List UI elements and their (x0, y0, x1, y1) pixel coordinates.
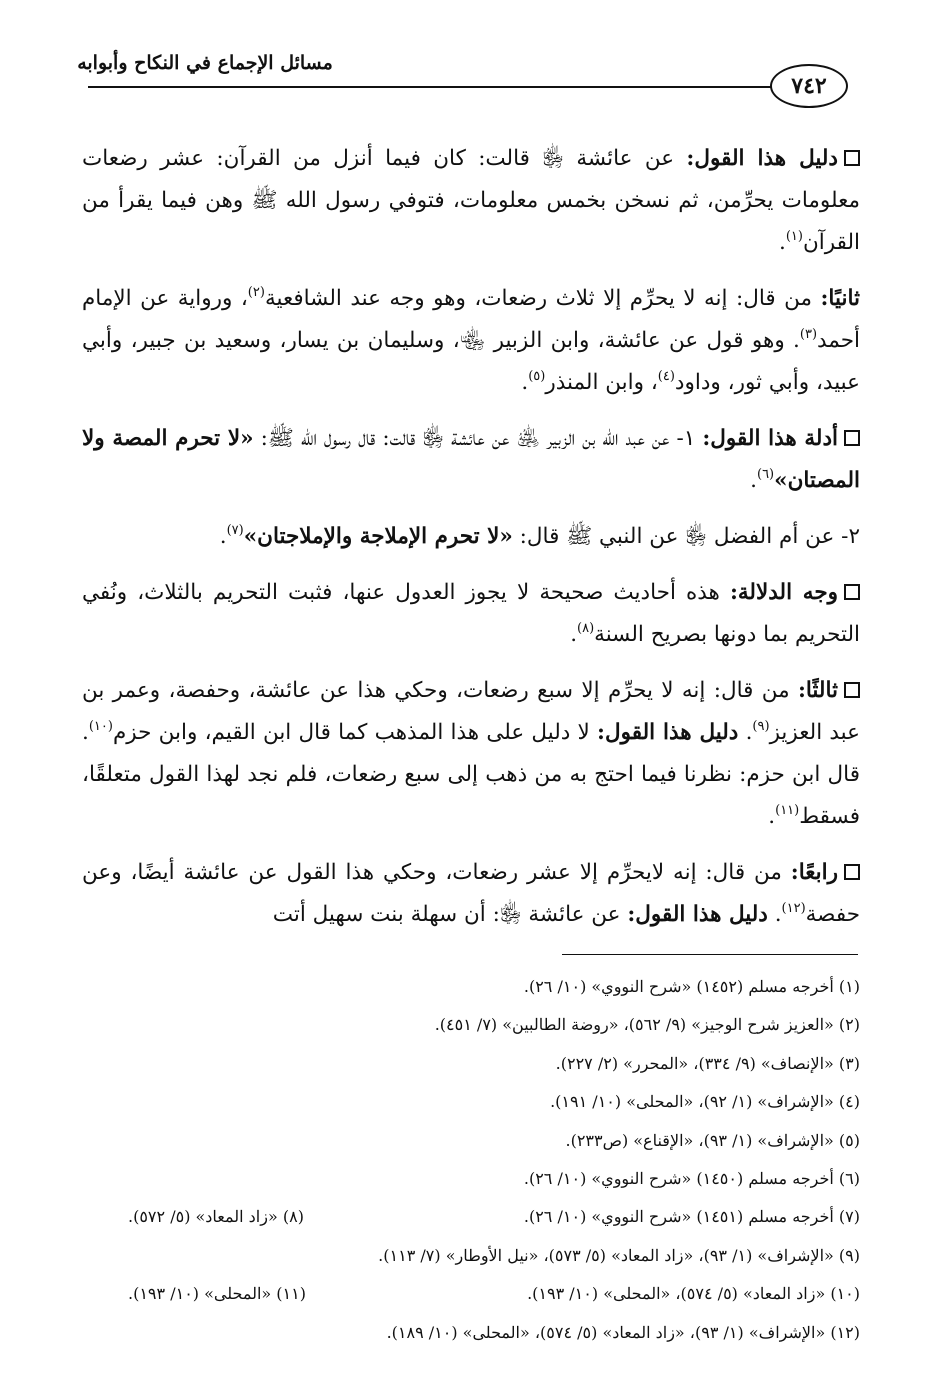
bold-text: «لا تحرم الإملاجة والإملاجتان» (243, 524, 513, 549)
header-rule (88, 86, 774, 88)
text-segment: من قال: إنه لا يحرِّم إلا ثلاث رضعات، وهو وجه عند الشافعية (264, 286, 821, 311)
text-segment: . (521, 370, 529, 395)
text-segment: . قال ابن حزم: نظرنا فيما احتج به من ذهب إلى سبع رضعات، فلم نجد لهذا القول متعلقًا، فسقط (82, 720, 860, 829)
square-bullet-icon (844, 430, 860, 446)
footnote-line (100, 1198, 860, 1236)
square-bullet-icon (844, 864, 860, 880)
footnote-line (100, 1045, 860, 1083)
text-segment: ١- عن عبد الله بن الزبير ﵁ عن عائشة ﵂ قالت: قال رسول الله ﷺ: (253, 426, 703, 451)
bold-text: أدلة هذا القول: (702, 426, 839, 451)
footnote-text: (١) أخرجه مسلم (١٤٥٢) «شرح النووي» (١٠/ ٢٦). (523, 977, 860, 996)
bold-text: ثانيًا: (820, 286, 860, 311)
bold-text: دليل هذا القول: (597, 720, 739, 745)
footnote-ref: (٢) (247, 285, 265, 300)
footnote-ref: (٩) (752, 719, 770, 734)
footnote-line (100, 1160, 860, 1198)
paragraph (82, 278, 860, 404)
footnote-text: (١٠) «زاد المعاد» (٥/ ٥٧٤)، «المحلى» (١٠/ ١٩٣). (527, 1284, 860, 1304)
footnote-text: (٢) «العزيز شرح الوجيز» (٩/ ٥٦٢)، «روضة الطالبين» (٧/ ٤٥١). (434, 1015, 860, 1035)
footnote-ref: (٧) (226, 523, 244, 538)
footnote-line (100, 968, 860, 1006)
footnote-ref: (١) (785, 229, 803, 244)
paragraph (82, 418, 860, 502)
footnote-ref: (٣) (799, 327, 818, 342)
text-segment: هذه أحاديث صحيحة لا يجوز العدول عنها، فثبت التحريم بالثلاث، ونُفي التحريم بما دونها بصريح السنة (82, 580, 860, 647)
footnote-text: (٥) «الإشراف» (١/ ٩٣)، «الإقناع» (ص٢٣٣). (565, 1130, 860, 1150)
bold-text: رابعًا: (790, 860, 838, 885)
text-segment: . (750, 468, 757, 493)
text-segment: . (768, 804, 776, 829)
paragraph (82, 516, 860, 558)
footnote-ref: (١٠) (88, 719, 113, 734)
footnote-line (100, 1237, 860, 1275)
text-segment: لا دليل على هذا المذهب كما قال ابن القيم، وابن حزم (112, 720, 598, 745)
text-segment: عن عائشة ﵂: أن سهلة بنت سهيل أتت (272, 902, 628, 927)
footnote-ref: (١٢) (781, 901, 806, 916)
paragraph (82, 138, 860, 264)
square-bullet-icon (844, 150, 860, 166)
bold-text: دليل هذا القول: (686, 146, 839, 171)
text-segment: . (778, 230, 786, 255)
footnotes (100, 968, 860, 1352)
text-segment: . (570, 622, 578, 647)
square-bullet-icon (844, 682, 860, 698)
bold-text: دليل هذا القول: (627, 902, 768, 927)
footnote-text: (١٢) «الإشراف» (١/ ٩٣)، «زاد المعاد» (٥/ ٥٧٤)، «المحلى» (١٠/ ١٨٩). (386, 1322, 860, 1342)
footnote-text: (٨) «زاد المعاد» (٥/ ٥٧٢). (128, 1207, 304, 1227)
text-segment: من قال: إنه لا يحرِّم إلا سبع رضعات، وحكي هذا عن عائشة، وحفصة، وعمر بن عبد العزيز (82, 678, 860, 745)
footnote-ref: (٨) (577, 621, 595, 636)
paragraph (82, 670, 860, 838)
text-segment: . (738, 720, 753, 745)
footnote-ref: (٤) (657, 369, 675, 384)
footnote-text: (١١) «المحلى» (١٠/ ١٩٣). (128, 1284, 306, 1304)
footnote-ref: (٥) (528, 369, 546, 384)
text-segment: . (767, 902, 782, 927)
text-segment: ، وابن المنذر (545, 370, 658, 395)
footnote-line (100, 1083, 860, 1121)
bold-text: ثالثًا: (797, 678, 838, 703)
footnote-separator (562, 954, 858, 955)
footnote-text: (٩) «الإشراف» (١/ ٩٣)، «زاد المعاد» (٥/ ٥٧٣)، «نيل الأوطار» (٧/ ١١٣). (378, 1245, 860, 1265)
text-segment: عن عائشة ﵂ قالت: كان فيما أنزل من القرآن: عشر رضعات معلومات يحرِّمن، ثم نسخن بخمس معلومات، فتوفي رسول الله ﷺ وهن فيما يقرأ من القرآن (82, 146, 860, 255)
footnote-line (100, 1314, 860, 1352)
text-segment: . (219, 524, 227, 549)
text-segment: من قال: إنه لايحرِّم إلا عشر رضعات، وحكي هذا القول عن عائشة أيضًا، وعن حفصة (82, 860, 860, 927)
footnote-text: (٦) أخرجه مسلم (١٤٥٠) «شرح النووي» (١٠/ ٢٦). (523, 1168, 860, 1188)
footnote-line (100, 1275, 860, 1313)
footnote-ref: (٦) (756, 467, 775, 482)
footnote-text: (٤) «الإشراف» (١/ ٩٢)، «المحلى» (١٠/ ١٩١). (550, 1092, 860, 1112)
main-text (82, 138, 860, 950)
text-segment: . وهو قول عن عائشة، وابن الزبير ﵄، وسليمان بن يسار، وسعيد بن جبير، وأبي عبيد، وأبي ثور، وداود (82, 328, 860, 395)
footnote-text: (٧) أخرجه مسلم (١٤٥١) «شرح النووي» (١٠/ ٢٦). (523, 1207, 860, 1227)
paragraph (82, 852, 860, 936)
footnote-text: (٣) «الإنصاف» (٩/ ٣٣٤)، «المحرر» (٢/ ٢٢٧). (555, 1053, 860, 1073)
bold-text: وجه الدلالة: (729, 580, 838, 605)
bold-text: «لا تحرم المصة ولا المصتان» (82, 426, 860, 493)
page-header (0, 0, 946, 110)
running-title: مسائل الإجماع في النكاح وأبوابه (77, 52, 333, 74)
text-segment: ٢- عن أم الفضل ﵂ عن النبي ﷺ قال: (512, 524, 860, 549)
footnote-line (100, 1006, 860, 1044)
page-number-badge: ٧٤٢ (770, 64, 848, 108)
footnote-line (100, 1122, 860, 1160)
footnote-ref: (١١) (775, 803, 800, 818)
text-segment: ، ورواية عن الإمام أحمد (82, 286, 860, 353)
paragraph (82, 572, 860, 656)
square-bullet-icon (844, 584, 860, 600)
